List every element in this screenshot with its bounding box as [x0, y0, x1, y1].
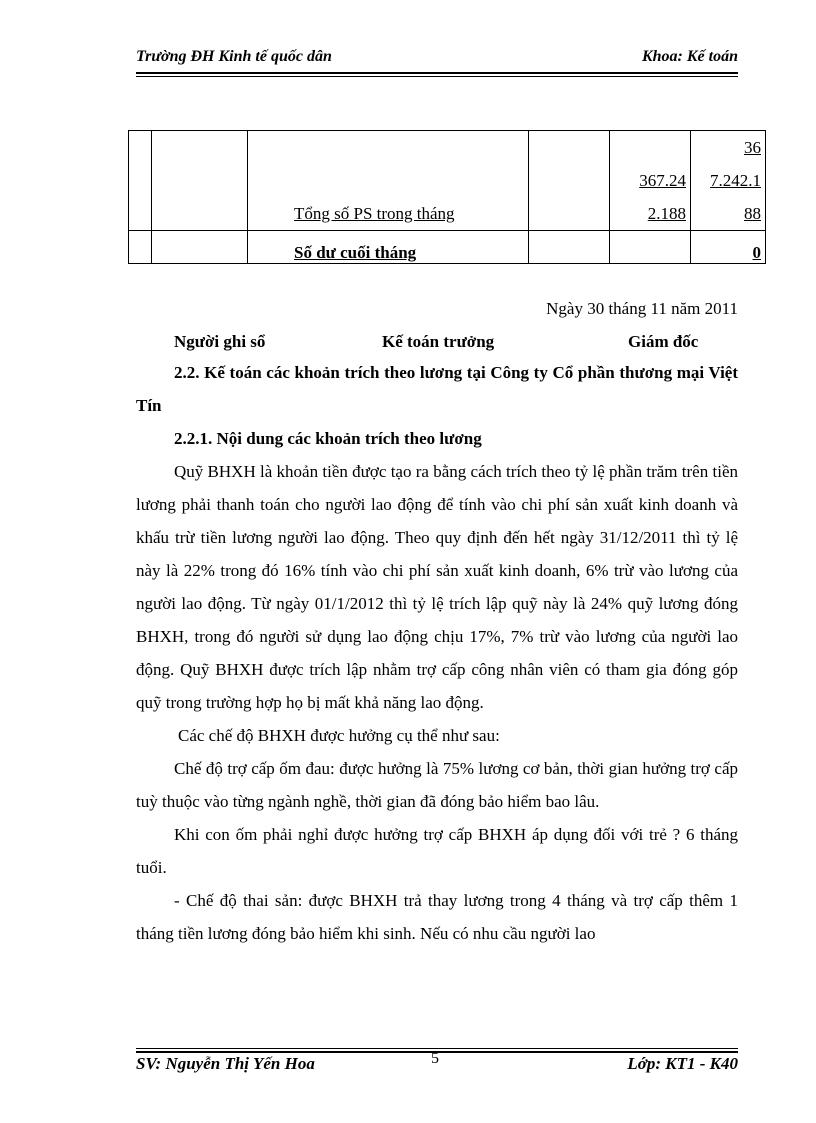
paragraph-bhxh-regimes: Các chế độ BHXH được hưởng cụ thể như sau:: [178, 726, 500, 745]
ledger-table: [128, 130, 766, 264]
row-label-total-ps: Tổng số PS trong tháng: [294, 204, 455, 223]
credit-value-line3: 88: [744, 204, 761, 223]
footer-divider-thin: [136, 1048, 738, 1049]
footer-student: SV: Nguyễn Thị Yến Hoa: [136, 1054, 315, 1073]
debit-value-line2: 2.188: [647, 204, 686, 223]
signature-block: [136, 292, 738, 358]
document-body: [136, 356, 738, 950]
table-row: [129, 131, 766, 231]
sign-director: Giám đốc: [628, 332, 699, 351]
credit-value-line1: 36: [744, 138, 761, 157]
subsection-heading: 2.2.1. Nội dung các khoản trích theo lương: [174, 429, 482, 448]
page-header: [136, 48, 738, 70]
debit-cell: [610, 131, 691, 231]
header-divider: [136, 72, 738, 74]
credit-cell: [691, 131, 766, 231]
paragraph-child-sick: Khi con ốm phải nghỉ được hưởng trợ cấp BHXH áp dụng đối với trẻ ? 6 tháng tuổi.: [136, 825, 738, 877]
debit-value-line1: 367.24: [639, 171, 686, 190]
paragraph-maternity: - Chế độ thai sản: được BHXH trả thay lương trong 4 tháng và trợ cấp thêm 1 tháng tiền lương đóng bảo hiểm khi sinh. Nếu có nhu cầu người lao: [136, 891, 738, 943]
section-heading: 2.2. Kế toán các khoản trích theo lương tại Công ty Cổ phần thương mại Việt Tín: [136, 363, 738, 415]
header-department: Khoa: Kế toán: [641, 48, 738, 65]
row-label-closing-balance: Số dư cuối tháng: [294, 243, 417, 262]
sign-recorder: Người ghi sổ: [174, 332, 266, 351]
page-footer: [136, 1050, 738, 1078]
closing-balance-value: 0: [752, 243, 761, 262]
header-divider-thin: [136, 76, 738, 77]
paragraph-bhxh-fund: Quỹ BHXH là khoản tiền được tạo ra bằng cách trích theo tỷ lệ phần trăm trên tiền lương phải thanh toán cho người lao động để tính vào chi phí sản xuất kinh doanh và khấu trừ tiền lương người lao động. Theo quy định đến hết ngày 31/12/2011 thì tỷ lệ này là 22% trong đó 16% tính vào chi phí sản xuất kinh doanh, 6% trừ vào lương của người lao động. Từ ngày 01/1/2012 thì tỷ lệ trích lập quỹ này là 24% quỹ lương đóng BHXH, trong đó người sử dụng lao động chịu 17%, 7% trừ vào lương của người lao động. Quỹ BHXH được trích lập nhằm trợ cấp công nhân viên có tham gia đóng góp quỹ trong trường hợp họ bị mất khả năng lao động.: [136, 462, 738, 712]
credit-value-line2: 7.242.1: [710, 171, 761, 190]
sign-chief-accountant: Kế toán trưởng: [382, 332, 495, 351]
page-number: 5: [431, 1050, 439, 1067]
footer-class: Lớp: KT1 - K40: [627, 1054, 738, 1073]
sign-date: Ngày 30 tháng 11 năm 2011: [546, 299, 738, 318]
paragraph-sickness-allowance: Chế độ trợ cấp ốm đau: được hưởng là 75% lương cơ bản, thời gian hưởng trợ cấp tuỳ thuộc vào từng ngành nghề, thời gian đã đóng bảo hiểm bao lâu.: [136, 759, 738, 811]
header-school: Trường ĐH Kinh tế quốc dân: [136, 48, 332, 65]
table-row: [129, 231, 766, 264]
